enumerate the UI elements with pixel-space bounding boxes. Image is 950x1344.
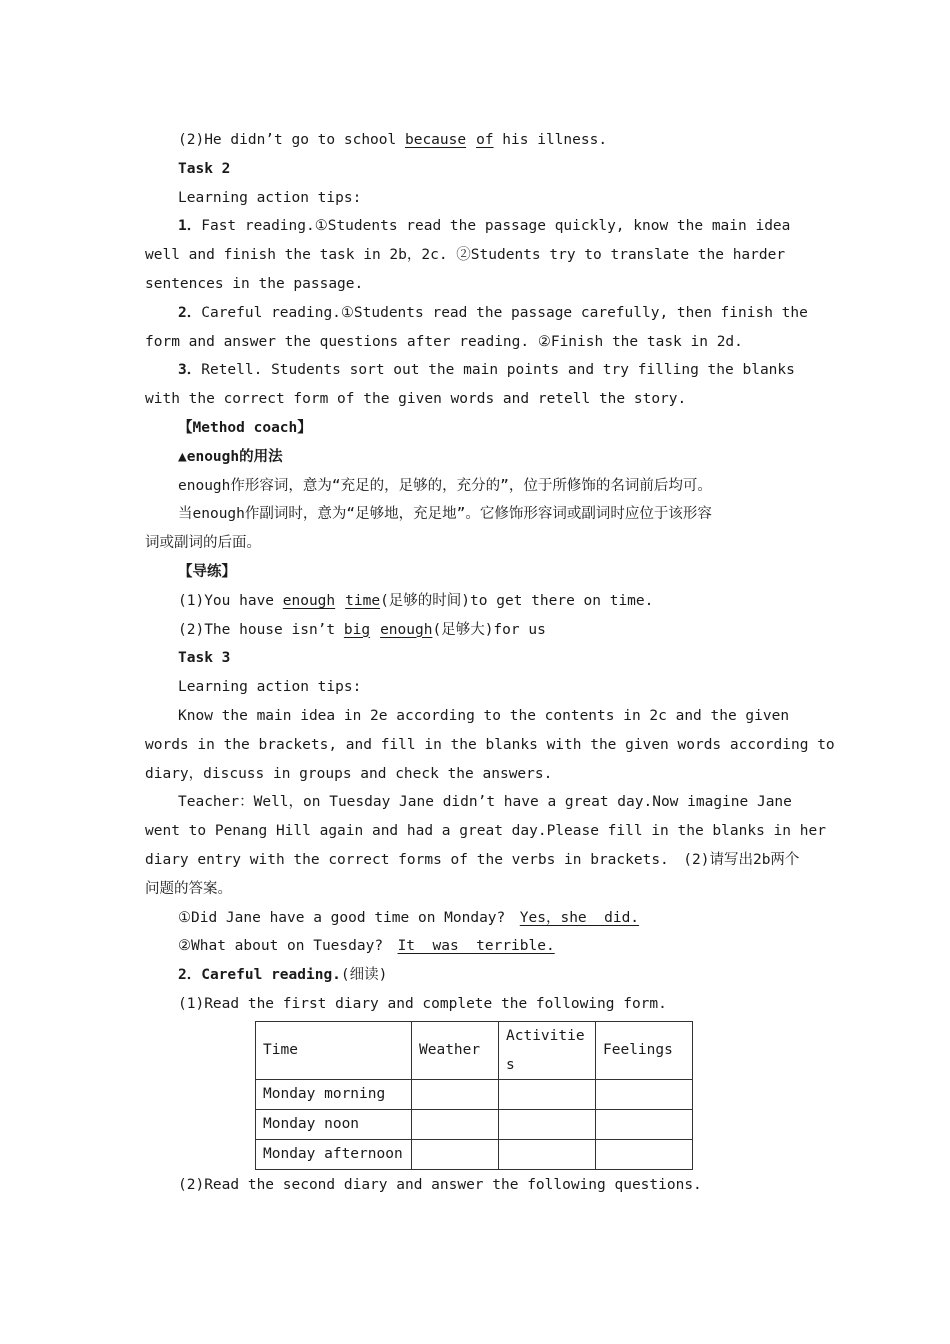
- step-number: 2．: [178, 304, 202, 321]
- table-cell[interactable]: [499, 1139, 596, 1169]
- step-text: Fast reading.①Students read the passage quickly, know the main idea: [201, 218, 791, 235]
- task2-heading: Task 2: [178, 160, 231, 177]
- task3-paragraph: diary，discuss in groups and check the answers.: [145, 765, 553, 782]
- step3-line: [145, 356, 806, 385]
- answer-blank: Yes，she did.: [519, 909, 640, 926]
- form-instruction: (1)Read the first diary and complete the following form.: [178, 995, 667, 1012]
- answer-word: enough: [282, 592, 336, 609]
- careful-reading-heading: [145, 961, 806, 990]
- table-cell[interactable]: [499, 1110, 596, 1140]
- table-cell: Monday morning: [256, 1080, 412, 1110]
- step-text: Careful reading.①Students read the passage carefully, then finish the: [201, 304, 808, 321]
- answer-blank: [405, 132, 494, 148]
- step2-line: form and answer the questions after reading. ②Finish the task in 2d.: [145, 333, 743, 350]
- practice-sentence-2: [145, 616, 806, 645]
- step-number: 3．: [178, 362, 202, 379]
- question-1: [145, 904, 806, 933]
- method-coach-heading: 【Method coach】: [178, 419, 312, 436]
- sentence-text: (2)The house isn’t: [178, 621, 344, 638]
- document-page: [145, 126, 835, 1199]
- question-text: ②What about on Tuesday?: [178, 938, 398, 955]
- step-number: 1．: [178, 218, 202, 235]
- task3-paragraph: words in the brackets, and fill in the blanks with the given words according to: [145, 736, 835, 753]
- table-cell: Monday afternoon: [256, 1139, 412, 1169]
- practice-heading: 【导练】: [178, 563, 236, 580]
- table-row: [256, 1080, 693, 1110]
- table-row: [256, 1110, 693, 1140]
- diary-form-table: [255, 1021, 693, 1170]
- sentence-text: (足够大)for us: [432, 621, 546, 638]
- table-cell[interactable]: [412, 1139, 499, 1169]
- teacher-paragraph: Teacher：Well，on Tuesday Jane didn’t have a great day.Now imagine Jane: [178, 794, 792, 811]
- answer-word: big: [343, 621, 371, 638]
- answer-word: enough: [380, 621, 433, 638]
- step1-line: [145, 212, 806, 241]
- teacher-paragraph: went to Penang Hill again and had a great day.Please fill in the blanks in her: [145, 823, 826, 840]
- table-cell[interactable]: [596, 1080, 693, 1110]
- table-header-cell: Feelings: [596, 1021, 693, 1080]
- practice-sentence-1: [145, 587, 806, 616]
- table-row: [256, 1139, 693, 1169]
- table-cell[interactable]: [596, 1110, 693, 1140]
- step2-line: [145, 299, 806, 328]
- enough-adverb-note: 当enough作副词时，意为“足够地，充足地”。它修饰形容词或副词时应位于该形容: [178, 506, 712, 523]
- answer-word: of: [476, 132, 494, 148]
- answer-word: because: [404, 132, 467, 148]
- enough-usage-heading: ▲enough的用法: [178, 448, 283, 465]
- step-text: Retell. Students sort out the main points and try filling the blanks: [201, 362, 795, 379]
- answer-blank: [283, 593, 380, 609]
- table-cell[interactable]: [412, 1110, 499, 1140]
- table-header-row: [256, 1021, 693, 1080]
- teacher-paragraph: diary entry with the correct forms of the verbs in brackets. (2)请写出2b两个: [145, 851, 800, 868]
- table-cell[interactable]: [499, 1080, 596, 1110]
- teacher-paragraph: 问题的答案。: [145, 880, 232, 897]
- task3-tips-label: Learning action tips:: [178, 679, 362, 696]
- task3-heading: Task 3: [178, 650, 231, 667]
- practice-sentence-2: [145, 126, 806, 155]
- answer-blank: It was terrible.: [397, 938, 555, 955]
- question-2: [145, 932, 806, 961]
- sentence-text: (足够的时间)to get there on time.: [380, 592, 654, 609]
- enough-adjective-note: enough作形容词，意为“充足的，足够的，充分的”，位于所修饰的名词前后均可。: [178, 477, 712, 494]
- table-cell[interactable]: [412, 1080, 499, 1110]
- answer-blank: [344, 622, 433, 638]
- sentence-text: (1)You have: [178, 592, 283, 609]
- sentence-text: (2)He didn’t go to school: [178, 132, 405, 148]
- enough-adverb-note: 词或副词的后面。: [145, 535, 261, 552]
- table-header-cell: Time: [256, 1021, 412, 1080]
- answer-word: time: [345, 592, 381, 609]
- table-header-cell: Weather: [412, 1021, 499, 1080]
- task2-tips-label: Learning action tips:: [178, 189, 362, 206]
- task3-paragraph: Know the main idea in 2e according to the contents in 2c and the given: [178, 707, 790, 724]
- sentence-text: his illness.: [493, 132, 608, 148]
- step3-line: with the correct form of the given words and retell the story.: [145, 391, 687, 408]
- table-header-cell: Activities: [499, 1021, 596, 1080]
- questions-instruction: (2)Read the second diary and answer the following questions.: [178, 1176, 702, 1193]
- question-text: ①Did Jane have a good time on Monday?: [178, 909, 520, 926]
- table-cell: Monday noon: [256, 1110, 412, 1140]
- step1-line: well and finish the task in 2b，2c. ②Students try to translate the harder: [145, 247, 786, 264]
- step1-line: sentences in the passage.: [145, 275, 364, 292]
- table-cell[interactable]: [596, 1139, 693, 1169]
- heading-note: (细读): [340, 967, 388, 984]
- heading-text: 2．Careful reading.: [178, 967, 341, 984]
